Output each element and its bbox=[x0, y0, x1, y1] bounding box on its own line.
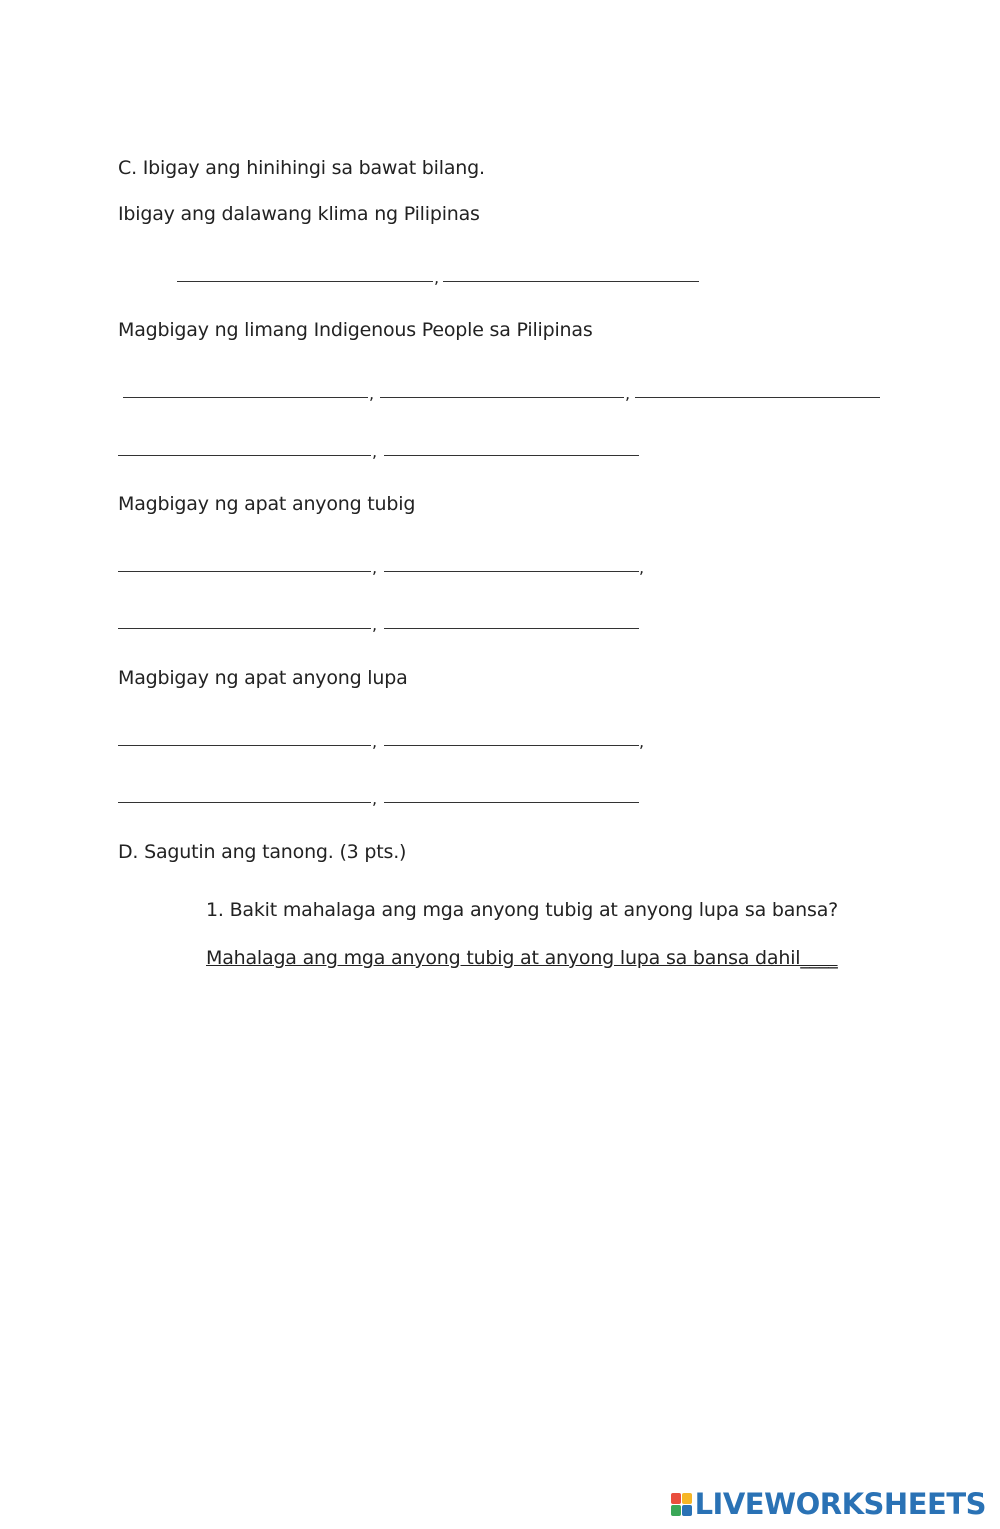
answer-blank[interactable] bbox=[118, 455, 371, 456]
answer-blank[interactable] bbox=[443, 281, 699, 282]
separator: , bbox=[639, 732, 645, 751]
answer-blank[interactable] bbox=[384, 571, 639, 572]
question-klima: Ibigay ang dalawang klima ng Pilipinas bbox=[118, 203, 480, 225]
answer-blank[interactable] bbox=[177, 281, 433, 282]
separator: , bbox=[372, 615, 378, 634]
section-c-heading: C. Ibigay ang hinihingi sa bawat bilang. bbox=[118, 157, 485, 179]
separator: , bbox=[372, 558, 378, 577]
separator: , bbox=[372, 442, 378, 461]
separator: , bbox=[625, 384, 631, 403]
answer-blank[interactable] bbox=[384, 455, 639, 456]
answer-blank[interactable] bbox=[384, 628, 639, 629]
answer-blank[interactable] bbox=[380, 397, 624, 398]
answer-sentence[interactable]: Mahalaga ang mga anyong tubig at anyong lupa sa bansa dahil____ bbox=[206, 947, 838, 969]
section-d-heading: D. Sagutin ang tanong. (3 pts.) bbox=[118, 841, 407, 863]
question-anyong-lupa: Magbigay ng apat anyong lupa bbox=[118, 667, 408, 689]
logo-text: LIVEWORKSHEETS bbox=[694, 1487, 986, 1521]
answer-blank[interactable] bbox=[118, 571, 371, 572]
separator: , bbox=[372, 789, 378, 808]
answer-blank[interactable] bbox=[635, 397, 880, 398]
answer-blank[interactable] bbox=[384, 802, 639, 803]
question-indigenous-people: Magbigay ng limang Indigenous People sa Pilipinas bbox=[118, 319, 593, 341]
logo-icon bbox=[671, 1493, 692, 1516]
answer-blank[interactable] bbox=[123, 397, 368, 398]
answer-blank[interactable] bbox=[118, 745, 371, 746]
separator: , bbox=[434, 268, 440, 287]
answer-blank[interactable] bbox=[384, 745, 639, 746]
answer-blank[interactable] bbox=[118, 628, 371, 629]
separator: , bbox=[369, 384, 375, 403]
question-anyong-tubig: Magbigay ng apat anyong tubig bbox=[118, 493, 416, 515]
separator: , bbox=[639, 558, 645, 577]
answer-blank[interactable] bbox=[118, 802, 371, 803]
question-bakit-mahalaga: 1. Bakit mahalaga ang mga anyong tubig at anyong lupa sa bansa? bbox=[206, 899, 839, 921]
liveworksheets-logo bbox=[671, 1487, 986, 1521]
separator: , bbox=[372, 732, 378, 751]
